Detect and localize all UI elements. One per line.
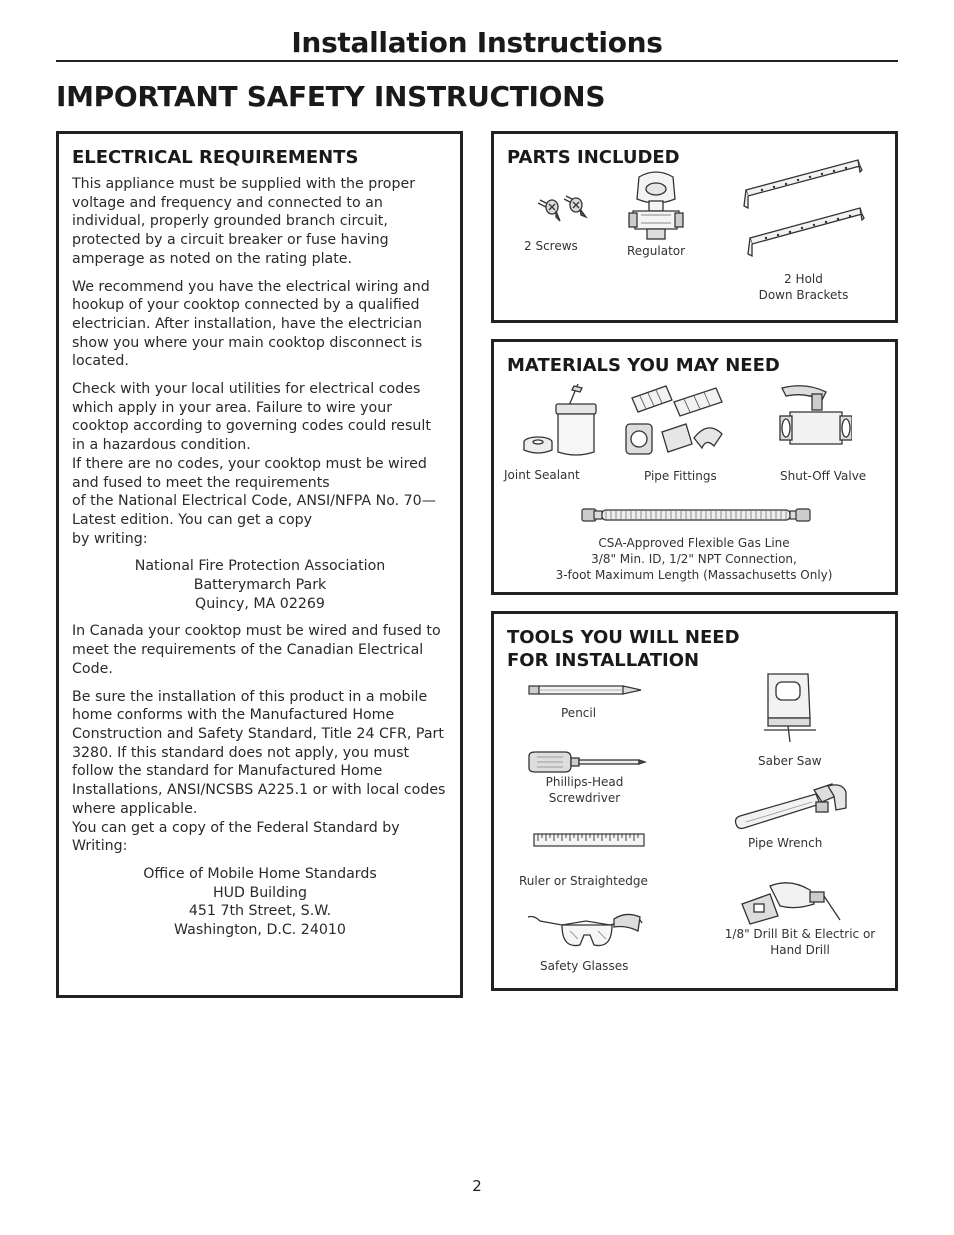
pipe-wrench-illustration — [732, 782, 850, 832]
header-divider — [56, 60, 898, 62]
regulator-illustration — [627, 169, 685, 243]
materials-section — [491, 339, 898, 595]
page-number: 2 — [472, 1177, 482, 1195]
screws-illustration — [534, 189, 590, 229]
saber-saw-caption: Saber Saw — [758, 754, 822, 768]
drill-caption — [720, 926, 880, 958]
gas-line-caption-line-2: 3/8" Min. ID, 1/2" NPT Connection, — [591, 552, 797, 566]
electrical-p4-line-1: If there are no codes, your cooktop must be wired and fused to meet the requirements — [72, 455, 427, 491]
header-title: Installation Instructions — [291, 26, 663, 59]
address-line: Quincy, MA 02269 — [195, 595, 325, 612]
pipe-fittings-caption: Pipe Fittings — [644, 469, 717, 483]
electrical-p4-line-3: by writing: — [72, 530, 148, 547]
ruler-caption: Ruler or Straightedge — [519, 874, 648, 888]
screwdriver-caption-line-1: Phillips-Head — [545, 775, 624, 789]
regulator-caption: Regulator — [627, 244, 686, 258]
address-line: Batterymarch Park — [193, 577, 327, 594]
gas-line-caption-line-1: CSA-Approved Flexible Gas Line — [598, 536, 790, 550]
electrical-paragraph-2: We recommend you have the electrical wiring and hookup of your cooktop connected by a qualified electrician. After installation, have the electrician show you where your main cooktop disconnect is located. — [72, 278, 430, 370]
address-line: Washington, D.C. 24010 — [174, 922, 346, 939]
address-line: Office of Mobile Home Standards — [143, 865, 377, 882]
pencil-illustration — [527, 683, 645, 697]
joint-sealant-caption: Joint Sealant — [504, 468, 580, 482]
pipe-fittings-illustration — [622, 380, 732, 466]
electrical-requirements-title: ELECTRICAL REQUIREMENTS — [72, 147, 359, 168]
hold-down-brackets-illustration — [742, 156, 866, 264]
safety-glasses-illustration — [526, 911, 644, 953]
flexible-gas-line-illustration — [580, 504, 812, 526]
electrical-paragraph-5: In Canada your cooktop must be wired and fused to meet the requirements of the Canadian Electrical Code. — [72, 623, 441, 677]
tools-title-line-2: FOR INSTALLATION — [507, 650, 700, 671]
parts-included-section — [491, 131, 898, 323]
ruler-illustration — [532, 831, 646, 849]
parts-included-title: PARTS INCLUDED — [507, 147, 680, 168]
pencil-caption: Pencil — [561, 706, 597, 720]
page-heading: IMPORTANT SAFETY INSTRUCTIONS — [56, 80, 606, 113]
brackets-caption-line-2: Down Brackets — [758, 288, 849, 302]
brackets-caption-line-1: 2 Hold — [784, 272, 823, 286]
gas-line-caption-line-3: 3-foot Maximum Length (Massachusetts Only) — [555, 568, 833, 582]
electrical-paragraph-7: You can get a copy of the Federal Standard by Writing: — [72, 819, 400, 855]
pipe-wrench-caption: Pipe Wrench — [748, 836, 823, 850]
drill-caption-line-2: Hand Drill — [770, 943, 830, 957]
shut-off-valve-illustration — [776, 382, 852, 464]
address-line: National Fire Protection Association — [134, 558, 386, 575]
shut-off-valve-caption: Shut-Off Valve — [780, 469, 867, 483]
joint-sealant-illustration — [522, 382, 602, 464]
safety-glasses-caption: Safety Glasses — [540, 959, 629, 973]
electrical-requirements-section — [56, 131, 463, 998]
nfpa-address — [72, 557, 448, 613]
brackets-caption — [746, 271, 861, 303]
tools-section — [491, 611, 898, 991]
electrical-paragraph-6: Be sure the installation of this product in a mobile home conforms with the Manufactured Home Construction and Safety Standard, Title 24 CFR, Part 3280. If this standard does not apply, you must follow the standard for Manufactured Home Installations, ANSI/NCSBS A225.1 or with local codes where applicable. — [72, 688, 446, 817]
address-line: HUD Building — [212, 884, 308, 901]
screwdriver-illustration — [527, 748, 647, 776]
tools-title-line-1: TOOLS YOU WILL NEED — [507, 627, 740, 648]
address-line: 451 7th Street, S.W. — [188, 903, 332, 920]
materials-title: MATERIALS YOU MAY NEED — [507, 355, 780, 376]
drill-caption-line-1: 1/8" Drill Bit & Electric or — [724, 927, 876, 941]
electrical-paragraph-4 — [72, 455, 448, 549]
electrical-paragraph-3: Check with your local utilities for electrical codes which apply in your area. Failure to wire your cooktop according to governing codes could result in a hazardous condition. — [72, 381, 431, 454]
tools-title — [507, 626, 895, 672]
screwdriver-caption-line-2: Screwdriver — [548, 791, 621, 805]
saber-saw-illustration — [762, 670, 818, 744]
drill-illustration — [740, 876, 844, 926]
screwdriver-caption — [532, 774, 637, 806]
screws-caption: 2 Screws — [524, 239, 578, 253]
electrical-paragraph-1: This appliance must be supplied with the proper voltage and frequency and connected to an individual, properly grounded branch circuit, protected by a circuit breaker or fuse having amperage as noted on the rating plate. — [72, 176, 416, 267]
electrical-p4-line-2: of the National Electrical Code, ANSI/NFPA No. 70—Latest edition. You can get a copy — [72, 493, 436, 528]
gas-line-caption — [544, 535, 844, 583]
hud-address — [72, 865, 448, 940]
